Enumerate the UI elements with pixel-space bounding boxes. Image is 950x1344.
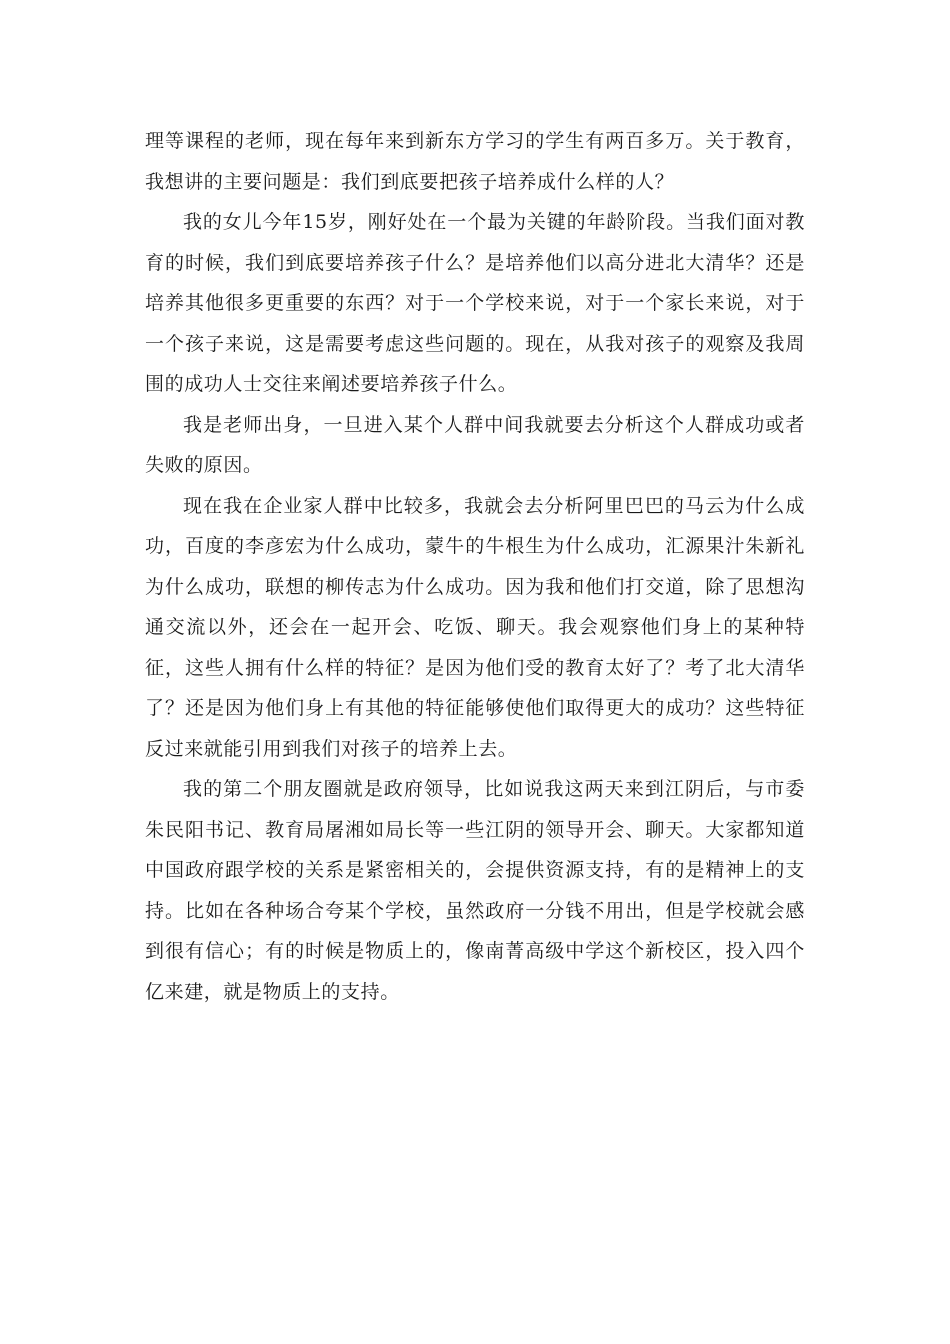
paragraph-government-circle: 我的第二个朋友圈就是政府领导，比如说我这两天来到江阴后，与市委朱民阳书记、教育局屠湘如局长等一些江阴的领导开会、聊天。大家都知道中国政府跟学校的关系是紧密相关的，会提供资源支持，有的是精神上的支持。比如在各种场合夸某个学校，虽然政府一分钱不用出，但是学校就会感到很有信心；有的时候是物质上的，像南菁高级中学这个新校区，投入四个亿来建，就是物质上的支持。: [145, 778, 805, 1003]
paragraph-entrepreneurs: 现在我在企业家人群中比较多，我就会去分析阿里巴巴的马云为什么成功，百度的李彦宏为什么成功，蒙牛的牛根生为什么成功，汇源果汁朱新礼为什么成功，联想的柳传志为什么成功。因为我和他们打交道，除了思想沟通交流以外，还会在一起开会、吃饭、聊天。我会观察他们身上的某种特征，这些人拥有什么样的特征？是因为他们受的教育太好了？考了北大清华了？还是因为他们身上有其他的特征能够使他们取得更大的成功？这些特征反过来就能引用到我们对孩子的培养上去。: [145, 494, 805, 760]
paragraph-daughter-age: 我的女儿今年15岁，刚好处在一个最为关键的年龄阶段。当我们面对教育的时候，我们到底要培养孩子什么？是培养他们以高分进北大清华？还是培养其他很多更重要的东西？对于一个学校来说，对于一个家长来说，对于一个孩子来说，这是需要考虑这些问题的。现在，从我对孩子的观察及我周围的成功人士交往来阐述要培养孩子什么。: [145, 211, 805, 395]
document-body: [145, 121, 805, 1012]
paragraph-continuation: 理等课程的老师，现在每年来到新东方学习的学生有两百多万。关于教育，我想讲的主要问题是：我们到底要把孩子培养成什么样的人？: [145, 130, 805, 193]
paragraph-teacher-background: 我是老师出身，一旦进入某个人群中间我就要去分析这个人群成功或者失败的原因。: [145, 413, 805, 476]
